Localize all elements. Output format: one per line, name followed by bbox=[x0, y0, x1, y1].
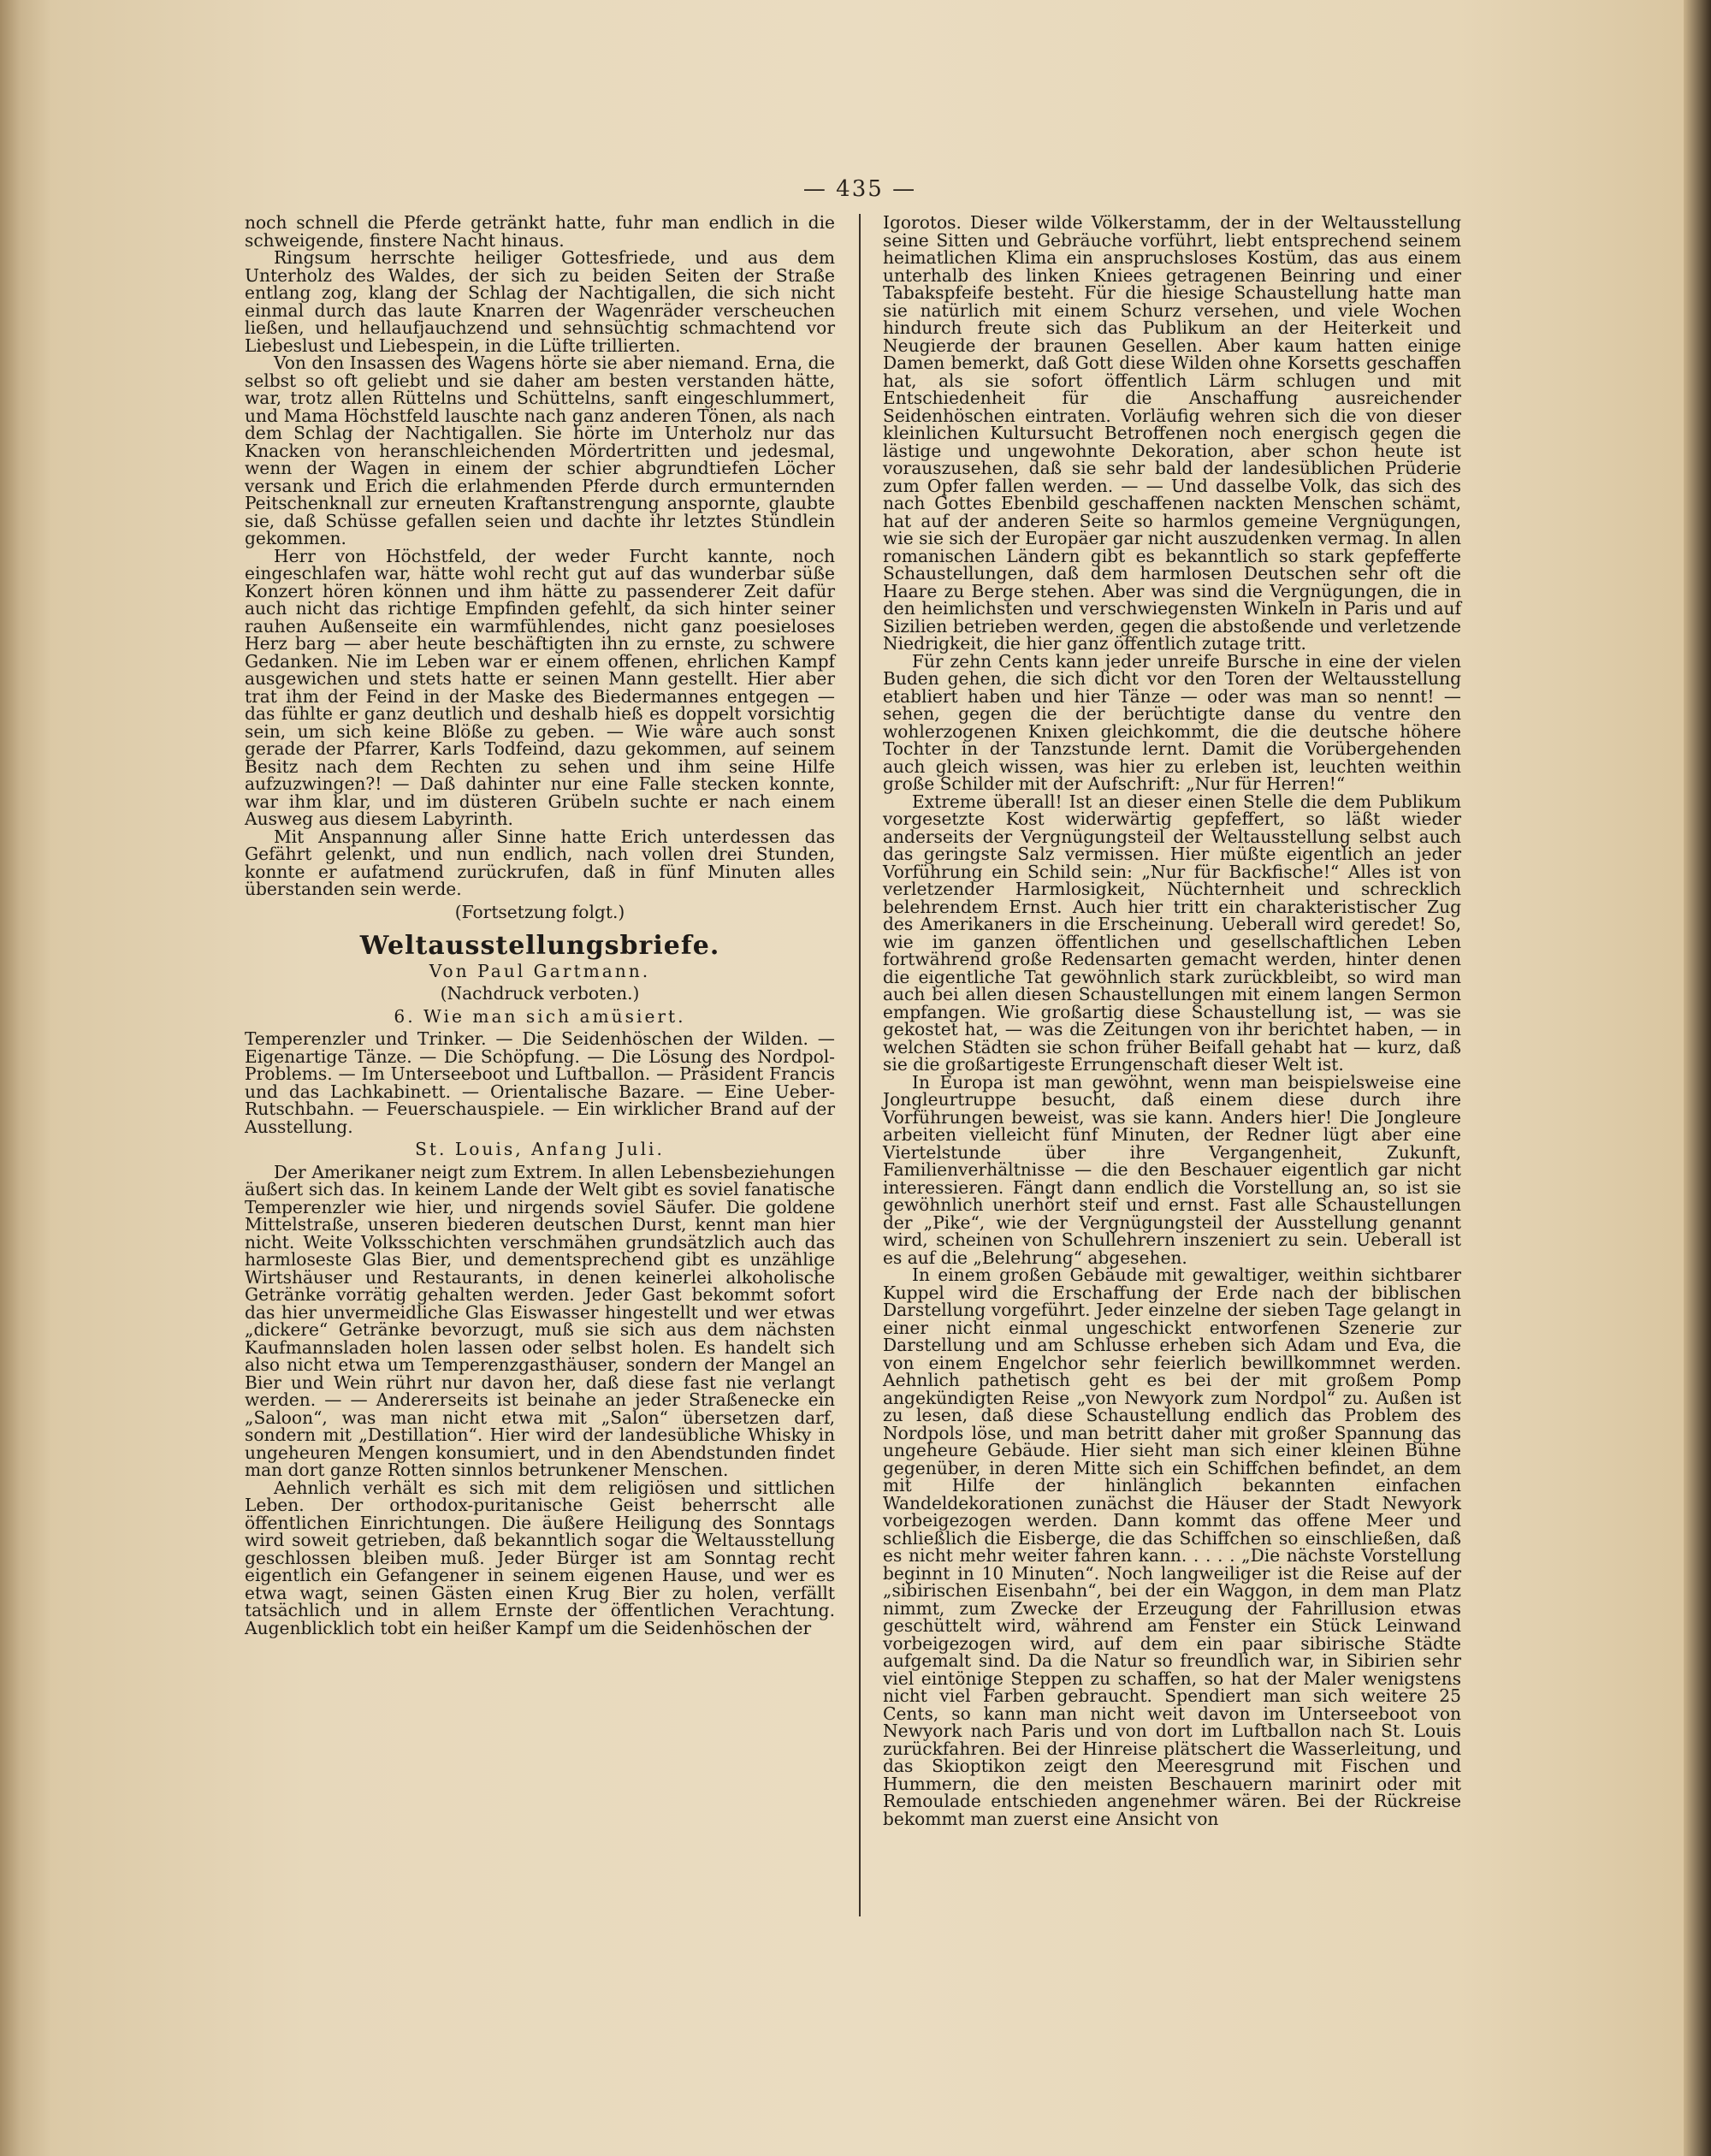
article-title: Weltausstellungsbriefe. bbox=[359, 931, 720, 961]
paragraph: noch schnell die Pferde getränkt hatte, fuhr man endlich in die schweigende, finstere Nacht hinaus. bbox=[245, 212, 835, 251]
right-column bbox=[883, 214, 1461, 1827]
paragraph: Mit Anspannung aller Sinne hatte Erich unterdessen das Gefährt gelenkt, und nun endlich, nach vollen drei Stunden, konnte er aufatmend zurückrufen, daß in fünf Minuten alles überstanden sein werde. bbox=[245, 826, 835, 899]
page-edge bbox=[1684, 0, 1711, 2156]
paragraph: Extreme überall! Ist an dieser einen Stelle die dem Publikum vorgesetzte Kost widerwärtig gepfeffert, so läßt wieder anderseits der Vergnügungsteil der Weltausstellung selbst auch das geringste Salz vermissen. Hier müßte eigentlich an jeder Vorführung ein Schild sein: „Nur für Backfische!“ Alles ist von verletzender Harmlosigkeit, Nüchternheit und schrecklich belehrendem Ernst. Auch hier tritt ein charakteristischer Zug des Amerikaners in die Erscheinung. Ueberall wird geredet! So, wie im ganzen öffentlichen und gesellschaftlichen Leben fortwährend große Redensarten gemacht werden, hinter denen die eigentliche Tat gewöhnlich stark zurückbleibt, so wird man auch bei allen diesen Schaustellungen mit einem langen Sermon empfangen. Wie großartig diese Schaustellung ist, — was sie gekostet hat, — was die Zeitungen von ihr berichtet haben, — in welchen Städten sie schon früher Beifall gehabt hat — kurz, daß sie die großartigeste Errungenschaft dieser Welt ist. bbox=[883, 791, 1461, 1075]
paragraph: In einem großen Gebäude mit gewaltiger, weithin sichtbarer Kuppel wird die Erschaffung der Erde nach der biblischen Darstellung vorgeführt. Jeder einzelne der sieben Tage gelangt in einer nicht einmal ungeschickt entworfenen Szenerie zur Darstellung und am Schlusse erheben sich Adam und Eva, die von einem Engelchor sehr feierlich bewillkommnet werden. Aehnlich pathetisch geht es bei der mit großem Pomp angekündigten Reise „von Newyork zum Nordpol“ zu. Außen ist zu lesen, daß diese Schaustellung endlich das Problem des Nordpols löse, und man betritt daher mit großer Spannung das ungeheure Gebäude. Hier sieht man sich einer kleinen Bühne gegenüber, in deren Mitte sich ein Schiffchen befindet, an dem mit Hilfe der hinlänglich bekannten einfachen Wandeldekorationen zunächst die Häuser der Stadt Newyork vorbeigezogen werden. Dann kommt das offene Meer und schließlich die Eisberge, die das Schiffchen so einschließen, daß es nicht mehr weiter fahren kann. . . . . „Die nächste Vorstellung beginnt in 10 Minuten“. Noch langweiliger ist die Reise auf der „sibirischen Eisenbahn“, bei der ein Waggon, in dem man Platz nimmt, zum Zwecke der Erzeugung der Fahrillusion etwas geschüttelt wird, während am Fenster ein Stück Leinwand vorbeigezogen wird, auf dem ein paar sibirische Städte aufgemalt sind. Da die Natur so freundlich war, in Sibirien sehr viel eintönige Steppen zu schaffen, so hat der Maler wenigstens nicht viel Farben gebraucht. Spendiert man sich weitere 25 Cents, so kann man nicht weit davon im Unterseeboot von Newyork nach Paris und von dort im Luftballon nach St. Louis zurückfahren. Bei der Hinreise plätschert die Wasserleitung, und das Skioptikon zeigt den Meeresgrund mit Fischen und Hummern, die den meisten Beschauern marinirt oder mit Remoulade entschieden angenehmer wären. Bei der Rückreise bekommt man zuerst eine Ansicht von bbox=[883, 1265, 1461, 1829]
paragraph: Ringsum herrschte heiliger Gottesfriede, und aus dem Unterholz des Waldes, der sich zu beiden Seiten der Straße entlang zog, klang der Schlag der Nachtigallen, die sich nicht einmal durch das laute Knarren der Wagenräder verscheuchen ließen, und hellaufjauchzend und sehnsüchtig schmachtend vor Liebeslust und Liebespein, in die Lüfte trillierten. bbox=[245, 247, 835, 356]
paragraph: Herr von Höchstfeld, der weder Furcht kannte, noch eingeschlafen war, hätte wohl recht gut auf das wunderbar süße Konzert hören können und ihm hätte zu passenderer Zeit dafür auch nicht das richtige Empfinden gefehlt, da sich hinter seiner rauhen Außenseite ein warmfühlendes, nicht ganz poesieloses Herz barg — aber heute beschäftigten ihn zu ernste, zu schwere Gedanken. Nie im Leben war er einem offenen, ehrlichen Kampf ausgewichen und stets hatte er seinen Mann gestellt. Hier aber trat ihm der Feind in der Maske des Biedermannes entgegen — das fühlte er ganz deutlich und deshalb hieß es doppelt vorsichtig sein, um sich keine Blöße zu geben. — Wie wäre auch sonst gerade der Pfarrer, Karls Todfeind, dazu gekommen, auf seinem Besitz nach dem Rechten zu sehen und ihm seine Hilfe aufzuzwingen?! — Daß dahinter nur eine Falle stecken konnte, war ihm klar, und im düsteren Grübeln suchte er nach einem Ausweg aus diesem Labyrinth. bbox=[245, 545, 835, 829]
paragraph: Für zehn Cents kann jeder unreife Bursche in eine der vielen Buden gehen, die sich dicht vor den Toren der Weltausstellung etabliert haben und hier Tänze — oder was man so nennt! — sehen, gegen die der berüchtigte danse du ventre den wohlerzogenen Knixen gleichkommt, die die deutsche höhere Tochter in der Tanzstunde lernt. Damit die Vorübergehenden auch gleich wissen, was hier zu erleben ist, leuchten weithin große Schilder mit der Aufschrift: „Nur für Herren!“ bbox=[883, 650, 1461, 794]
rights-note: (Nachdruck verboten.) bbox=[440, 983, 640, 1004]
article-summary: Temperenzler und Trinker. — Die Seidenhöschen der Wilden. — Eigenartige Tänze. — Die Schöpfung. — Die Lösung des Nordpol-Problems. — Im Unterseeboot und Luftballon. — Präsident Francis und das Lachkabinett. — Orientalische Bazare. — Eine Ueber-Rutschbahn. — Feuerschauspiele. — Ein wirklicher Brand auf der Ausstellung. bbox=[245, 1028, 835, 1137]
binding-shadow bbox=[0, 0, 51, 2156]
chapter-heading: 6. Wie man sich amüsiert. bbox=[394, 1005, 686, 1027]
left-column bbox=[245, 214, 835, 1637]
paragraph: Aehnlich verhält es sich mit dem religiösen und sittlichen Leben. Der orthodox-puritanische Geist beherrscht alle öffentlichen Einrichtungen. Die äußere Heiligung des Sonntags wird soweit getrieben, daß bekanntlich sogar die Weltausstellung geschlossen bleiben muß. Jeder Bürger ist am Sonntag recht eigentlich ein Gefangener in seinem eigenen Hause, und wer es etwa wagt, seinen Gästen einen Krug Bier zu holen, verfällt tatsächlich und in allem Ernste der öffentlichen Verachtung. Augenblicklich tobt ein heißer Kampf um die Seidenhöschen der bbox=[245, 1477, 835, 1638]
continuation-note: (Fortsetzung folgt.) bbox=[454, 901, 625, 922]
paragraph: Von den Insassen des Wagens hörte sie aber niemand. Erna, die selbst so oft geliebt und sie daher am besten verstanden hätte, war, trotz allen Rüttelns und Schüttelns, sanft eingeschlummert, und Mama Höchstfeld lauschte nach ganz anderen Tönen, als nach dem Schlag der Nachtigallen. Sie hörte im Unterholz nur das Knacken von heranschleichenden Mördertritten und jedesmal, wenn der Wagen in einem der schier abgrundtiefen Löcher versank und Erich die erlahmenden Pferde durch ermunternden Peitschenknall zur erneuten Kraftanstrengung anspornte, glaubte sie, daß Schüsse gefallen seien und dachte ihr letztes Stündlein gekommen. bbox=[245, 352, 835, 548]
paragraph: In Europa ist man gewöhnt, wenn man beispielsweise eine Jongleurtruppe besucht, daß einem diese durch ihre Vorführungen beweist, was sie kann. Anders hier! Die Jongleure arbeiten vielleicht fünf Minuten, der Redner lügt aber eine Viertelstunde über ihre Vergangenheit, Zukunft, Familienverhältnisse — die den Beschauer eigentlich gar nicht interessieren. Fängt dann endlich die Vorstellung an, so ist sie gewöhnlich unerhört steif und ernst. Fast alle Schaustellungen der „Pike“, wie der Vergnügungsteil der Ausstellung genannt wird, scheinen von Schullehrern inszeniert zu sein. Ueberall ist es auf die „Belehrung“ abgesehen. bbox=[883, 1071, 1461, 1268]
page-number: — 435 — bbox=[802, 176, 917, 202]
column-rule bbox=[859, 214, 861, 1916]
paragraph: Der Amerikaner neigt zum Extrem. In allen Lebensbeziehungen äußert sich das. In keinem Lande der Welt gibt es soviel fanatische Temperenzler wie hier, und nirgends soviel Säufer. Die goldene Mittelstraße, unseren biederen deutschen Durst, kennt man hier nicht. Weite Volksschichten verschmähen grundsätzlich auch das harmloseste Glas Bier, und dementsprechend gibt es unzählige Wirtshäuser und Restaurants, in denen keinerlei alkoholische Getränke vorrätig gehalten werden. Jeder Gast bekommt sofort das hier unvermeidliche Glas Eiswasser hingestellt und wer etwas „dickere“ Getränke bevorzugt, muß sie sich aus dem nächsten Kaufmannsladen holen lassen oder selbst holen. Es handelt sich also nicht etwa um Temperenzgasthäuser, sondern der Mangel an Bier und Wein rührt nur davon her, daß diese fast nie verlangt werden. — — Andererseits ist beinahe an jeder Straßenecke ein „Saloon“, was man nicht etwa mit „Salon“ übersetzen darf, sondern mit „Destillation“. Hier wird der landesübliche Whisky in ungeheuren Mengen konsumiert, und in den Abendstunden findet man dort ganze Rotten sinnlos betrunkener Menschen. bbox=[245, 1161, 835, 1480]
dateline: St. Louis, Anfang Juli. bbox=[415, 1139, 665, 1159]
paragraph: Igorotos. Dieser wilde Völkerstamm, der in der Weltausstellung seine Sitten und Gebräuche vorführt, liebt entsprechend seinem heimatlichen Klima ein anspruchsloses Kostüm, das aus einem unterhalb des linken Kniees getragenen Beinring und einer Tabakspfeife besteht. Für die hiesige Schaustellung hatte man sie natürlich mit einem Schurz versehen, und viele Wochen hindurch freute sich das Publikum an der Heiterkeit und Neugierde der braunen Gesellen. Aber kaum hatten einige Damen bemerkt, daß Gott diese Wilden ohne Korsetts geschaffen hat, als sie sofort öffentlich Lärm schlugen und mit Entschiedenheit für die Anschaffung ausreichender Seidenhöschen eintraten. Vorläufig wehren sich die von dieser kleinlichen Kultursucht Betroffenen noch energisch gegen die lästige und ungewohnte Dekoration, aber schon heute ist vorauszusehen, daß sie sehr bald der landesüblichen Prüderie zum Opfer fallen werden. — — Und dasselbe Volk, das sich des nach Gottes Ebenbild geschaffenen nackten Menschen schämt, hat auf der anderen Seite so harmlos gemeine Vergnügungen, wie sie sich der Europäer gar nicht auszudenken vermag. In allen romanischen Ländern gibt es bekanntlich so stark gepfefferte Schaustellungen, daß dem harmlosen Deutschen sehr oft die Haare zu Berge stehen. Aber was sind die Vergnügungen, die in den heimlichsten und verschwiegensten Winkeln in Paris und auf Sizilien betrieben werden, gegen die abstoßende und verletzende Niedrigkeit, die hier ganz öffentlich zutage tritt. bbox=[883, 212, 1461, 654]
article-author: Von Paul Gartmann. bbox=[429, 960, 651, 981]
